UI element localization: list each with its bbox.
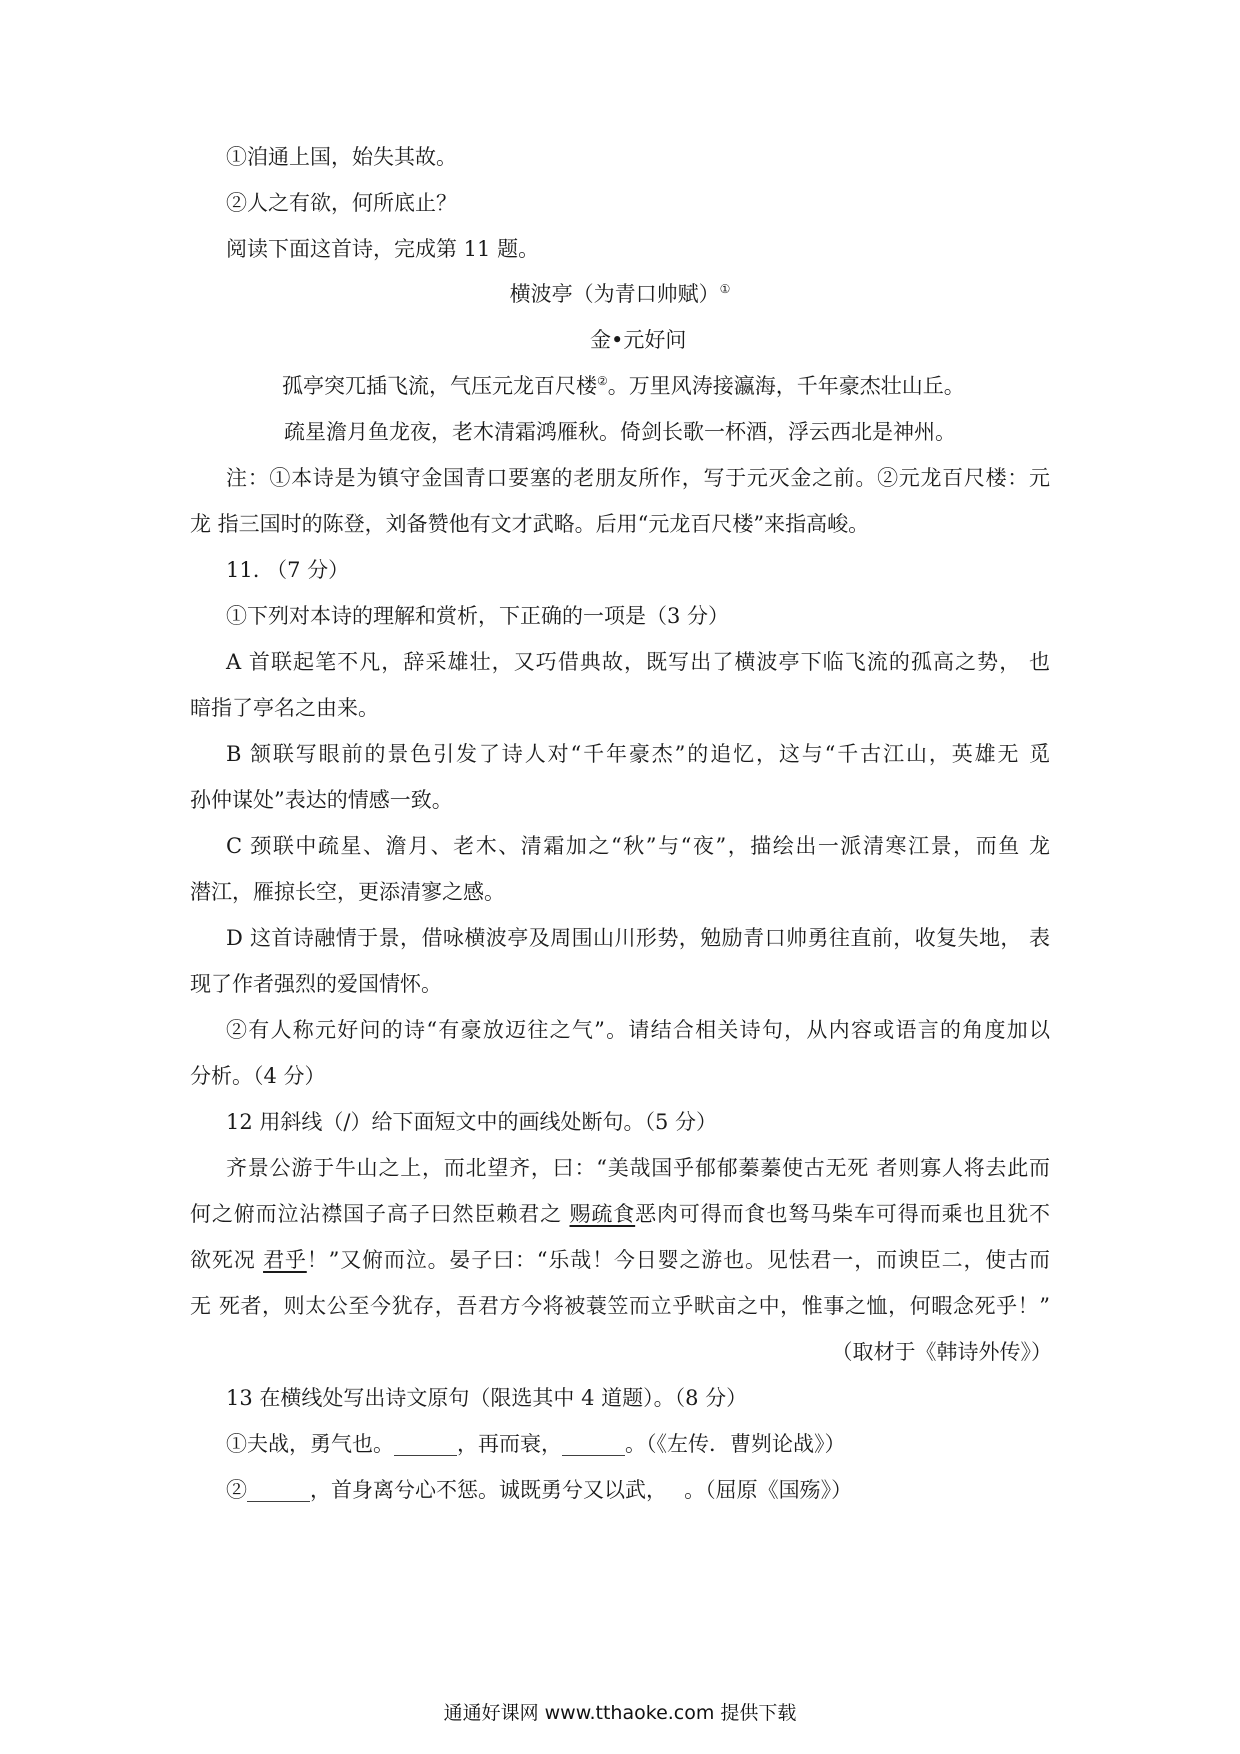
poem-couplet-1-part-a: 孤亭突兀插飞流，气压元龙百尺楼 bbox=[282, 374, 597, 398]
question-11-heading: 11. （7 分） bbox=[226, 558, 350, 582]
option-b-line-1: B 颔联写眼前的景色引发了诗人对“千年豪杰”的追忆，这与“千古江山，英雄无 觅 bbox=[226, 742, 1050, 766]
passage-line-2 bbox=[190, 1200, 1050, 1228]
option-d-line-1: D 这首诗融情于景，借咏横波亭及周围山川形势，勉励青口帅勇往直前，收复失地， 表 bbox=[226, 926, 1050, 950]
page-footer: 通通好课网 www.tthaoke.com 提供下载 bbox=[443, 1702, 797, 1724]
footnote-line-1: 注：①本诗是为镇守金国青口要塞的老朋友所作，写于元灭金之前。②元龙百尺楼：元 bbox=[226, 466, 1050, 490]
question-13-item-1: ①夫战，勇气也。______，再而衰，______。（《左传．曹刿论战》） bbox=[226, 1432, 846, 1456]
poem-footnote-mark-2: ② bbox=[597, 374, 608, 388]
passage-line-1: 齐景公游于牛山之上，而北望齐，曰：“美哉国乎郁郁蓁蓁使古无死 者则寡人将去此而 bbox=[226, 1156, 1050, 1180]
passage-line-2-part-b: 恶肉可得而食也驽马柴车可得而乘也且犹不 bbox=[635, 1202, 1050, 1226]
poem-title bbox=[0, 280, 1240, 308]
question-11-part-2-line-2: 分析。（4 分） bbox=[190, 1064, 326, 1088]
underlined-phrase-2: 君乎 bbox=[263, 1248, 307, 1272]
footnote-line-2: 龙 指三国时的陈登，刘备赞他有文才武略。后用“元龙百尺楼”来指高峻。 bbox=[190, 512, 870, 536]
question-13-heading: 13 在横线处写出诗文原句（限选其中 4 道题）。（8 分） bbox=[226, 1386, 748, 1410]
question-11-part-1: ①下列对本诗的理解和赏析，下正确的一项是（3 分） bbox=[226, 604, 730, 628]
passage-line-2-part-a: 何之俯而泣沾襟国子高子曰然臣赖君之 bbox=[190, 1202, 570, 1226]
option-c-line-2: 潜江，雁掠长空，更添清寥之感。 bbox=[190, 880, 505, 904]
underlined-phrase-1: 赐疏食 bbox=[569, 1202, 636, 1226]
poem-couplet-1 bbox=[282, 372, 965, 400]
option-a-line-2: 暗指了亭名之由来。 bbox=[190, 696, 379, 720]
text-line-1: ①洎通上国，始失其故。 bbox=[226, 145, 457, 169]
question-12-heading: 12 用斜线（/）给下面短文中的画线处断句。（5 分） bbox=[226, 1110, 718, 1134]
reading-instruction: 阅读下面这首诗，完成第 11 题。 bbox=[226, 237, 540, 261]
poem-couplet-2: 疏星澹月鱼龙夜，老木清霜鸿雁秋。倚剑长歌一杯酒，浮云西北是神州。 bbox=[284, 420, 956, 444]
passage-line-3-part-a: 欲死况 bbox=[190, 1248, 264, 1272]
passage-line-4: 无 死者，则太公至今犹存，吾君方今将被蓑笠而立乎畎亩之中，惟事之恤，何暇念死乎！” bbox=[190, 1294, 1050, 1318]
poem-couplet-1-part-b: 。万里风涛接瀛海，千年豪杰壮山丘。 bbox=[607, 374, 965, 398]
question-13-item-2: ②______，首身离兮心不惩。诚既勇兮又以武， 。（屈原《国殇》） bbox=[226, 1478, 853, 1502]
option-d-line-2: 现了作者强烈的爱国情怀。 bbox=[190, 972, 442, 996]
question-11-part-2-line-1: ②有人称元好问的诗“有豪放迈往之气”。请结合相关诗句，从内容或语言的角度加以 bbox=[226, 1018, 1050, 1042]
passage-line-3-part-b: ！”又俯而泣。晏子曰：“乐哉！今日婴之游也。见怯君一，而谀臣二，使古而 bbox=[306, 1248, 1051, 1272]
passage-line-3 bbox=[190, 1246, 1050, 1274]
option-a-line-1: A 首联起笔不凡，辞采雄壮，又巧借典故，既写出了横波亭下临飞流的孤高之势， 也 bbox=[226, 650, 1050, 674]
passage-source: （取材于《韩诗外传》） bbox=[831, 1340, 1052, 1364]
text-line-2: ②人之有欲，何所底止？ bbox=[226, 191, 457, 215]
poem-title-footnote-mark: ① bbox=[719, 282, 731, 296]
option-b-line-2: 孙仲谋处”表达的情感一致。 bbox=[190, 788, 453, 812]
poem-author: 金•元好问 bbox=[590, 328, 687, 352]
option-c-line-1: C 颈联中疏星、澹月、老木、清霜加之“秋”与“夜”，描绘出一派清寒江景，而鱼 龙 bbox=[226, 834, 1050, 858]
poem-title-text: 横波亭（为青口帅赋） bbox=[509, 282, 720, 306]
